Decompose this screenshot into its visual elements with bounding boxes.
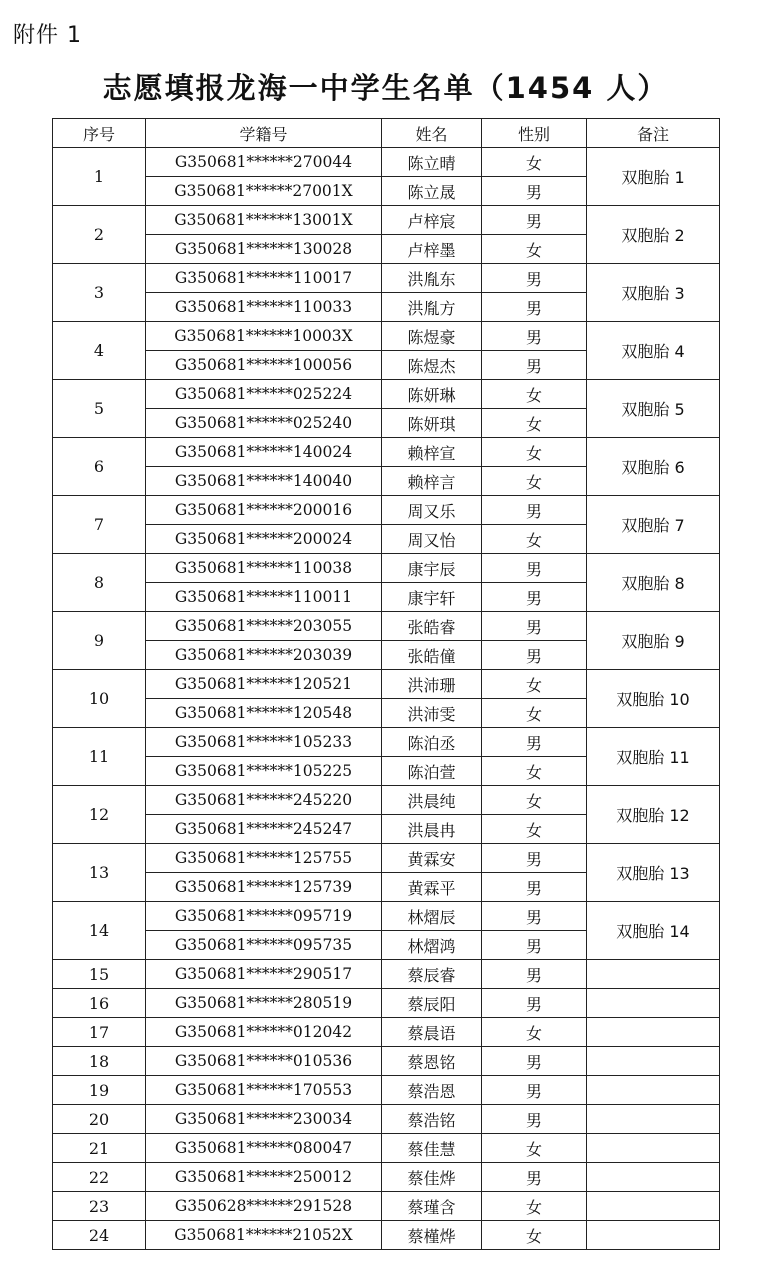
document-title: 志愿填报龙海一中学生名单（1454 人） <box>102 71 669 105</box>
student-name: 陈立晟 <box>382 177 482 206</box>
column-header-note: 备注 <box>587 119 720 148</box>
header-row <box>53 119 720 148</box>
table-row <box>53 902 720 931</box>
table-row <box>53 1076 720 1105</box>
student-id: G350681******203055 <box>146 612 382 641</box>
student-gender: 女 <box>482 1018 587 1047</box>
table-row <box>53 989 720 1018</box>
student-gender: 男 <box>482 873 587 902</box>
row-note <box>587 1018 720 1047</box>
table-row <box>53 728 720 757</box>
student-roster-table <box>52 118 720 1250</box>
student-id: G350681******270044 <box>146 148 382 177</box>
row-number: 4 <box>53 322 146 380</box>
student-name: 周又乐 <box>382 496 482 525</box>
student-id: G350681******120548 <box>146 699 382 728</box>
column-header-name: 姓名 <box>382 119 482 148</box>
row-number: 12 <box>53 786 146 844</box>
row-note: 双胞胎 8 <box>587 554 720 612</box>
student-gender: 男 <box>482 844 587 873</box>
student-gender: 男 <box>482 1105 587 1134</box>
student-gender: 男 <box>482 902 587 931</box>
table-row <box>53 438 720 467</box>
student-id: G350681******010536 <box>146 1047 382 1076</box>
row-number: 2 <box>53 206 146 264</box>
row-number: 17 <box>53 1018 146 1047</box>
student-gender: 男 <box>482 641 587 670</box>
student-name: 林熠辰 <box>382 902 482 931</box>
student-id: G350681******203039 <box>146 641 382 670</box>
student-name: 黄霖平 <box>382 873 482 902</box>
table-row <box>53 960 720 989</box>
row-number: 10 <box>53 670 146 728</box>
student-id: G350681******170553 <box>146 1076 382 1105</box>
student-gender: 男 <box>482 931 587 960</box>
row-note: 双胞胎 2 <box>587 206 720 264</box>
table-row <box>53 380 720 409</box>
student-gender: 男 <box>482 322 587 351</box>
row-number: 21 <box>53 1134 146 1163</box>
student-gender: 女 <box>482 670 587 699</box>
row-note <box>587 1134 720 1163</box>
attachment-label: 附件 1 <box>13 23 82 48</box>
table-row <box>53 1105 720 1134</box>
student-id: G350681******125739 <box>146 873 382 902</box>
student-id: G350681******200016 <box>146 496 382 525</box>
student-id: G350681******100056 <box>146 351 382 380</box>
student-gender: 男 <box>482 728 587 757</box>
row-note: 双胞胎 9 <box>587 612 720 670</box>
student-name: 陈泊萱 <box>382 757 482 786</box>
student-name: 陈煜杰 <box>382 351 482 380</box>
student-id: G350681******105225 <box>146 757 382 786</box>
row-note: 双胞胎 14 <box>587 902 720 960</box>
student-id: G350681******025224 <box>146 380 382 409</box>
table-row <box>53 844 720 873</box>
student-gender: 女 <box>482 380 587 409</box>
student-id: G350681******13001X <box>146 206 382 235</box>
row-number: 13 <box>53 844 146 902</box>
student-name: 陈煜豪 <box>382 322 482 351</box>
table-row <box>53 554 720 583</box>
table-row <box>53 264 720 293</box>
row-note <box>587 1076 720 1105</box>
student-id: G350681******120521 <box>146 670 382 699</box>
row-note: 双胞胎 11 <box>587 728 720 786</box>
row-number: 5 <box>53 380 146 438</box>
student-id: G350628******291528 <box>146 1192 382 1221</box>
student-gender: 男 <box>482 206 587 235</box>
row-number: 16 <box>53 989 146 1018</box>
table-row <box>53 1047 720 1076</box>
row-note: 双胞胎 13 <box>587 844 720 902</box>
row-number: 15 <box>53 960 146 989</box>
student-name: 蔡晨语 <box>382 1018 482 1047</box>
student-id: G350681******27001X <box>146 177 382 206</box>
student-gender: 女 <box>482 1192 587 1221</box>
student-gender: 女 <box>482 148 587 177</box>
student-name: 陈妍琪 <box>382 409 482 438</box>
row-note <box>587 960 720 989</box>
row-note: 双胞胎 10 <box>587 670 720 728</box>
student-id: G350681******250012 <box>146 1163 382 1192</box>
student-name: 蔡辰睿 <box>382 960 482 989</box>
student-name: 陈泊丞 <box>382 728 482 757</box>
table-row <box>53 1018 720 1047</box>
student-name: 康宇辰 <box>382 554 482 583</box>
student-name: 卢梓宸 <box>382 206 482 235</box>
student-id: G350681******10003X <box>146 322 382 351</box>
row-number: 8 <box>53 554 146 612</box>
row-note <box>587 989 720 1018</box>
student-gender: 女 <box>482 525 587 554</box>
student-name: 康宇轩 <box>382 583 482 612</box>
student-gender: 男 <box>482 960 587 989</box>
student-gender: 男 <box>482 264 587 293</box>
row-number: 7 <box>53 496 146 554</box>
student-name: 蔡瑾含 <box>382 1192 482 1221</box>
student-gender: 男 <box>482 293 587 322</box>
student-gender: 女 <box>482 815 587 844</box>
row-note: 双胞胎 6 <box>587 438 720 496</box>
table-row <box>53 496 720 525</box>
row-note: 双胞胎 7 <box>587 496 720 554</box>
row-note: 双胞胎 12 <box>587 786 720 844</box>
student-name: 蔡浩铭 <box>382 1105 482 1134</box>
student-gender: 男 <box>482 1163 587 1192</box>
student-name: 洪胤方 <box>382 293 482 322</box>
student-name: 蔡佳慧 <box>382 1134 482 1163</box>
row-note <box>587 1163 720 1192</box>
student-name: 周又怡 <box>382 525 482 554</box>
row-number: 11 <box>53 728 146 786</box>
row-note <box>587 1105 720 1134</box>
table-row <box>53 1134 720 1163</box>
student-id: G350681******110038 <box>146 554 382 583</box>
row-note <box>587 1221 720 1250</box>
student-id: G350681******21052X <box>146 1221 382 1250</box>
column-header-number: 序号 <box>53 119 146 148</box>
student-gender: 女 <box>482 1221 587 1250</box>
table-row <box>53 206 720 235</box>
student-id: G350681******200024 <box>146 525 382 554</box>
student-id: G350681******110033 <box>146 293 382 322</box>
table-body <box>53 148 720 1250</box>
table-row <box>53 148 720 177</box>
column-header-student-id: 学籍号 <box>146 119 382 148</box>
student-id: G350681******025240 <box>146 409 382 438</box>
student-name: 张皓僮 <box>382 641 482 670</box>
student-id: G350681******012042 <box>146 1018 382 1047</box>
student-id: G350681******130028 <box>146 235 382 264</box>
student-gender: 女 <box>482 467 587 496</box>
student-id: G350681******140040 <box>146 467 382 496</box>
student-name: 洪晨冉 <box>382 815 482 844</box>
student-name: 蔡浩恩 <box>382 1076 482 1105</box>
student-gender: 女 <box>482 438 587 467</box>
student-id: G350681******080047 <box>146 1134 382 1163</box>
student-id: G350681******125755 <box>146 844 382 873</box>
row-note: 双胞胎 4 <box>587 322 720 380</box>
student-name: 蔡佳烨 <box>382 1163 482 1192</box>
student-gender: 男 <box>482 554 587 583</box>
student-name: 卢梓墨 <box>382 235 482 264</box>
student-name: 林熠鸿 <box>382 931 482 960</box>
table-row <box>53 670 720 699</box>
student-id: G350681******245220 <box>146 786 382 815</box>
student-gender: 男 <box>482 496 587 525</box>
student-id: G350681******290517 <box>146 960 382 989</box>
row-number: 18 <box>53 1047 146 1076</box>
row-note: 双胞胎 3 <box>587 264 720 322</box>
row-number: 19 <box>53 1076 146 1105</box>
student-id: G350681******095735 <box>146 931 382 960</box>
row-number: 20 <box>53 1105 146 1134</box>
student-gender: 男 <box>482 351 587 380</box>
table-header <box>53 119 720 148</box>
student-name: 洪沛珊 <box>382 670 482 699</box>
student-name: 黄霖安 <box>382 844 482 873</box>
table-row <box>53 612 720 641</box>
student-id: G350681******095719 <box>146 902 382 931</box>
student-gender: 男 <box>482 177 587 206</box>
student-id: G350681******105233 <box>146 728 382 757</box>
table-row <box>53 1221 720 1250</box>
student-gender: 女 <box>482 1134 587 1163</box>
student-id: G350681******245247 <box>146 815 382 844</box>
student-gender: 女 <box>482 409 587 438</box>
student-name: 洪沛雯 <box>382 699 482 728</box>
table-row <box>53 1192 720 1221</box>
student-gender: 男 <box>482 989 587 1018</box>
student-id: G350681******230034 <box>146 1105 382 1134</box>
row-number: 6 <box>53 438 146 496</box>
row-number: 24 <box>53 1221 146 1250</box>
student-gender: 女 <box>482 786 587 815</box>
student-name: 陈妍琳 <box>382 380 482 409</box>
student-id: G350681******110017 <box>146 264 382 293</box>
student-gender: 男 <box>482 612 587 641</box>
student-id: G350681******110011 <box>146 583 382 612</box>
student-id: G350681******140024 <box>146 438 382 467</box>
row-number: 1 <box>53 148 146 206</box>
row-number: 9 <box>53 612 146 670</box>
student-gender: 女 <box>482 699 587 728</box>
student-name: 洪胤东 <box>382 264 482 293</box>
student-gender: 男 <box>482 583 587 612</box>
table-row <box>53 786 720 815</box>
student-gender: 女 <box>482 757 587 786</box>
row-number: 3 <box>53 264 146 322</box>
student-name: 蔡槿烨 <box>382 1221 482 1250</box>
student-name: 赖梓宣 <box>382 438 482 467</box>
column-header-gender: 性别 <box>482 119 587 148</box>
row-note <box>587 1047 720 1076</box>
student-name: 陈立晴 <box>382 148 482 177</box>
student-id: G350681******280519 <box>146 989 382 1018</box>
table-row <box>53 322 720 351</box>
student-name: 蔡恩铭 <box>382 1047 482 1076</box>
row-note: 双胞胎 5 <box>587 380 720 438</box>
student-gender: 女 <box>482 235 587 264</box>
row-number: 22 <box>53 1163 146 1192</box>
row-note: 双胞胎 1 <box>587 148 720 206</box>
student-gender: 男 <box>482 1047 587 1076</box>
row-number: 14 <box>53 902 146 960</box>
row-note <box>587 1192 720 1221</box>
student-gender: 男 <box>482 1076 587 1105</box>
table-row <box>53 1163 720 1192</box>
row-number: 23 <box>53 1192 146 1221</box>
student-name: 张皓睿 <box>382 612 482 641</box>
student-name: 蔡辰阳 <box>382 989 482 1018</box>
student-name: 洪晨纯 <box>382 786 482 815</box>
student-name: 赖梓言 <box>382 467 482 496</box>
